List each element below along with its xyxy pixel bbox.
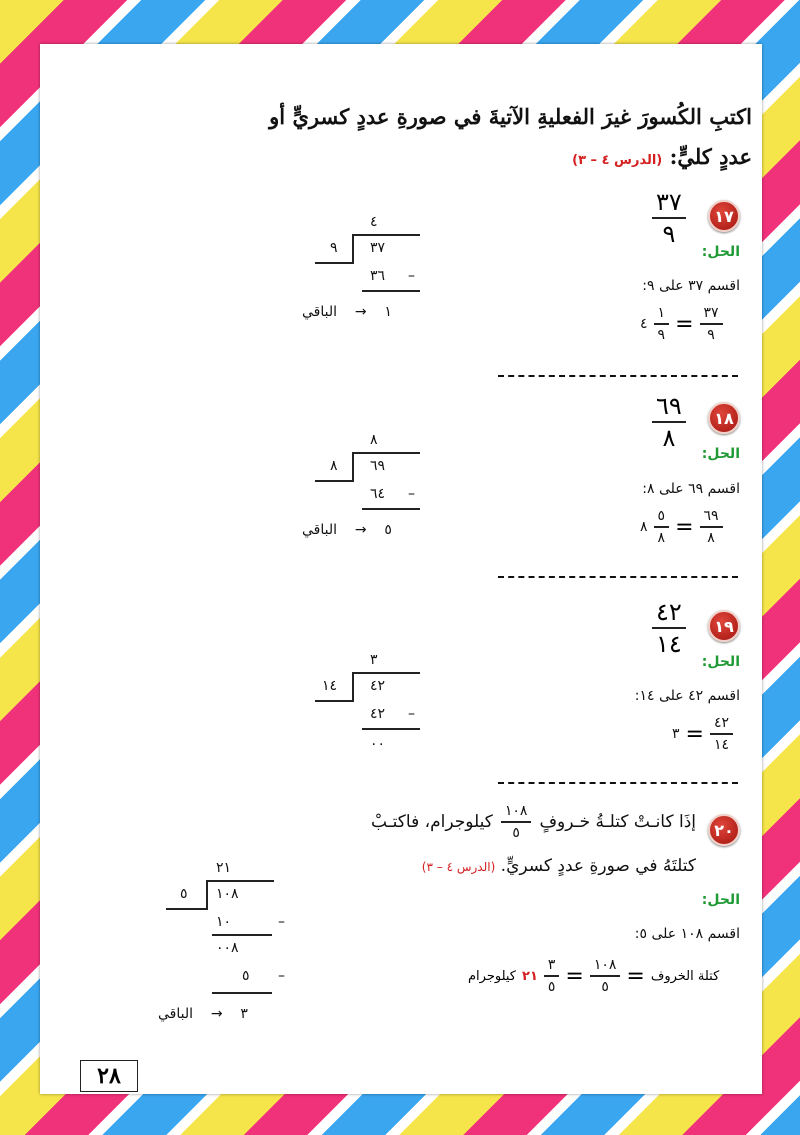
problem-fraction-17: ٣٧ ٩ (652, 190, 686, 246)
result-equation: ٨ $\frac{٥}{٨}$ = $\frac{٦٩}{٨}$ (640, 509, 723, 545)
division-instruction: اقسم ٣٧ على ٩: (642, 278, 740, 294)
result-equation: ٣ = $\frac{٤٢}{١٤}$ (672, 716, 733, 752)
problem-badge-20: ٢٠ (708, 814, 740, 846)
problem-badge-17: ١٧ (708, 200, 740, 232)
solution-label: الحل: (701, 892, 740, 908)
word-problem-line2: كتلتَهُ في صورةِ عددٍ كسريٍّ. (الدرس ٤ – ٣) (421, 856, 696, 876)
remainder-value: ٠٠ (370, 736, 386, 752)
instruction-title: اكتبِ الكُسورَ غيرَ الفعليةِ الآتيةَ في صورةِ عددٍ كسريٍّ أو (269, 104, 752, 129)
result-equation: ٤ $\frac{١}{٩}$ = $\frac{٣٧}{٩}$ (640, 306, 723, 342)
lesson-reference: (الدرس ٤ – ٣) (572, 153, 663, 168)
divider (498, 576, 738, 578)
remainder-label: ٣ → الباقي (158, 1006, 248, 1022)
solution-label: الحل: (701, 446, 740, 462)
result-equation: كيلوجرام ٢١ $\frac{٣}{٥}$ = $\frac{١٠٨}{٥}$ = كتلة الخروف (468, 957, 720, 995)
page-number: ٢٨ (80, 1060, 138, 1092)
problem-fraction-19: ٤٢ ١٤ (652, 600, 686, 656)
instruction-title-line2: عددٍ كليٍّ: (الدرس ٤ – ٣) (572, 144, 752, 169)
problem-badge-19: ١٩ (708, 610, 740, 642)
solution-label: الحل: (701, 654, 740, 670)
problem-badge-18: ١٨ (708, 402, 740, 434)
division-instruction: اقسم ٤٢ على ١٤: (634, 688, 740, 704)
worksheet-page: اكتبِ الكُسورَ غيرَ الفعليةِ الآتيةَ في صورةِ عددٍ كسريٍّ أو عددٍ كليٍّ: (الدرس ٤ – ٣) ١٧ ٣٧ ٩ الحل: اقسم ٣٧ على ٩: ٤ $\frac{١}{٩}$ = $\frac{٣٧}{٩}$ ٤ ٩ ٣٧ ٣٦ – ١ → الباقي ١٨ ٦٩ ٨ الحل: اقسم ٦٩ على ٨: ٨ $\frac{٥}{٨}$ = $\frac{٦٩}{٨}$ ٨ ٨ ٦٩ ٦٤ – ٥ → الباقي ١٩ ٤٢ ١٤ الحل: اقسم ٤٢ على ١٤: ٣ = $\frac{٤٢}{١٤}$ ٣ ١٤ ٤٢ ٤٢ – ٠٠ ٢٠ إذَا كانـتْ كتلـةُ خـروفٍ $\frac{١٠٨}{٥}$ كيلوجرام، فاكتـبْ كتلتَهُ في صورةِ عددٍ كسريٍّ. (الدرس ٤ – ٣) الحل: اقسم ١٠٨ على ٥: كيلوجرام ٢١ $\frac{٣}{٥}$ = $\frac{١٠٨}{٥}$ = كتلة الخروف ٢١ ٥ ١٠٨ ١٠ – ٠٠٨ ٥ – ٣ → الباقي ٢٨ (40, 44, 762, 1094)
remainder-label: ١ → الباقي (302, 304, 392, 320)
remainder-label: ٥ → الباقي (302, 522, 392, 538)
division-instruction: اقسم ١٠٨ على ٥: (634, 926, 740, 942)
division-instruction: اقسم ٦٩ على ٨: (642, 481, 740, 497)
solution-label: الحل: (701, 244, 740, 260)
divider (498, 375, 738, 377)
lesson-reference: (الدرس ٤ – ٣) (421, 860, 496, 874)
divider (498, 782, 738, 784)
problem-fraction-18: ٦٩ ٨ (652, 394, 686, 450)
word-problem-line1: إذَا كانـتْ كتلـةُ خـروفٍ $\frac{١٠٨}{٥}$ كيلوجرام، فاكتـبْ (371, 803, 696, 841)
